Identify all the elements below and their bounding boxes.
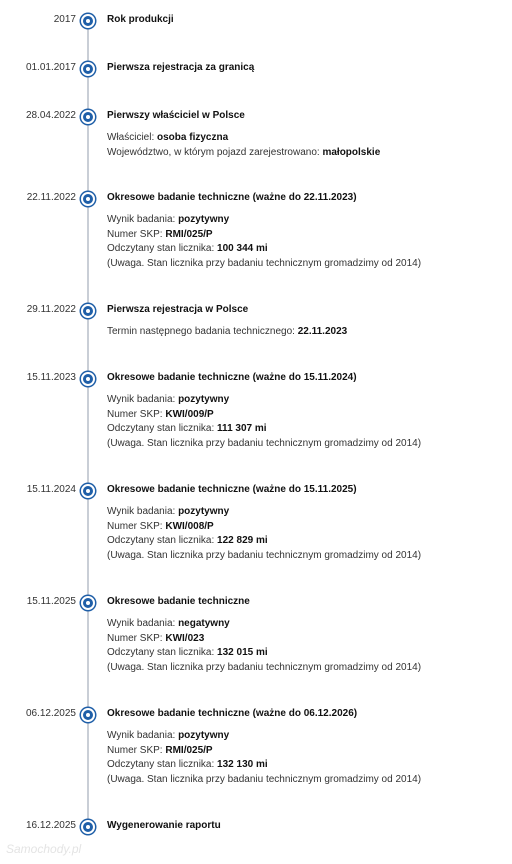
detail-value: RMI/025/P	[165, 744, 213, 756]
event-date: 15.11.2024	[26, 484, 76, 495]
detail-row	[107, 758, 421, 773]
detail-label: Numer SKP:	[107, 228, 166, 240]
detail-value: 132 015 mi	[217, 647, 268, 659]
detail-row	[107, 422, 421, 437]
timeline-dot-icon	[81, 596, 95, 610]
detail-label: (Uwaga. Stan licznika przy badaniu technicznym gromadzimy od 2014)	[107, 257, 422, 269]
event-details	[107, 505, 421, 563]
detail-row	[107, 729, 421, 744]
detail-label: Wynik badania:	[107, 506, 179, 517]
event-details	[107, 617, 421, 675]
timeline-dot-icon	[81, 14, 95, 28]
detail-label: Odczytany stan licznika:	[107, 535, 218, 547]
timeline-dot-icon	[81, 62, 95, 76]
detail-row	[107, 213, 421, 228]
detail-value: osoba fizyczna	[157, 132, 229, 143]
detail-row	[107, 520, 421, 535]
event-details	[107, 325, 347, 340]
detail-row	[107, 242, 421, 257]
timeline-dot-icon	[81, 192, 95, 206]
detail-value: 122 829 mi	[217, 535, 268, 547]
detail-label: Numer SKP:	[107, 744, 166, 756]
detail-row	[107, 228, 421, 243]
detail-label: Numer SKP:	[107, 408, 166, 420]
detail-label: (Uwaga. Stan licznika przy badaniu technicznym gromadzimy od 2014)	[107, 549, 422, 561]
detail-row	[107, 549, 421, 564]
detail-value: małopolskie	[322, 146, 381, 158]
timeline-dot-icon	[81, 820, 95, 834]
detail-value: pozytywny	[178, 394, 230, 405]
detail-row	[107, 408, 421, 423]
event-date: 29.11.2022	[26, 304, 76, 315]
detail-value: pozytywny	[178, 730, 230, 741]
event-title: Rok produkcji	[107, 14, 174, 25]
detail-value: pozytywny	[178, 214, 230, 225]
event-date: 2017	[53, 14, 76, 25]
event-title: Pierwsza rejestracja za granicą	[107, 62, 255, 73]
detail-label: (Uwaga. Stan licznika przy badaniu technicznym gromadzimy od 2014)	[107, 661, 422, 673]
event-details	[107, 393, 421, 451]
event-date: 15.11.2023	[26, 372, 76, 383]
event-title: Wygenerowanie raportu	[107, 820, 221, 831]
detail-row	[107, 646, 421, 661]
event-date: 16.12.2025	[25, 820, 76, 831]
detail-label: Wynik badania:	[107, 618, 179, 629]
detail-value: KWI/009/P	[165, 408, 214, 420]
detail-row	[107, 632, 421, 647]
event-date: 06.12.2025	[25, 708, 76, 719]
detail-label: Właściciel:	[107, 132, 158, 143]
detail-value: pozytywny	[178, 506, 230, 517]
event-title: Pierwszy właściciel w Polsce	[107, 110, 245, 121]
detail-label: (Uwaga. Stan licznika przy badaniu technicznym gromadzimy od 2014)	[107, 437, 422, 449]
detail-row	[107, 617, 421, 632]
detail-value: negatywny	[178, 618, 230, 629]
detail-value: 111 307 mi	[217, 423, 267, 435]
detail-row	[107, 773, 421, 788]
detail-row	[107, 257, 421, 272]
detail-row	[107, 744, 421, 759]
detail-value: KWI/023	[165, 632, 205, 644]
event-title: Okresowe badanie techniczne (ważne do 15.11.2025)	[107, 484, 357, 495]
detail-row	[107, 661, 421, 676]
detail-row	[107, 437, 421, 452]
detail-label: Termin następnego badania technicznego:	[107, 326, 298, 337]
event-date: 22.11.2022	[26, 192, 76, 203]
detail-value: 100 344 mi	[217, 243, 268, 255]
event-details	[107, 729, 421, 787]
detail-label: Odczytany stan licznika:	[107, 647, 218, 659]
event-details	[107, 131, 380, 160]
timeline-dot-icon	[81, 304, 95, 318]
detail-row	[107, 325, 347, 340]
detail-label: (Uwaga. Stan licznika przy badaniu technicznym gromadzimy od 2014)	[107, 773, 422, 785]
detail-label: Wynik badania:	[107, 730, 179, 741]
detail-value: RMI/025/P	[165, 228, 213, 240]
event-title: Okresowe badanie techniczne (ważne do 22.11.2023)	[107, 192, 357, 203]
watermark: Samochody.pl	[6, 842, 82, 856]
event-date: 28.04.2022	[25, 110, 76, 121]
detail-value: KWI/008/P	[165, 520, 214, 532]
timeline-dot-icon	[81, 484, 95, 498]
detail-row	[107, 393, 421, 408]
detail-row	[107, 146, 380, 161]
event-details	[107, 213, 421, 271]
event-title: Okresowe badanie techniczne	[107, 596, 250, 607]
event-title: Okresowe badanie techniczne (ważne do 15.11.2024)	[107, 372, 357, 383]
detail-label: Numer SKP:	[107, 632, 166, 644]
timeline-dot-icon	[81, 372, 95, 386]
detail-label: Odczytany stan licznika:	[107, 243, 218, 255]
detail-row	[107, 131, 380, 146]
timeline-dot-icon	[81, 708, 95, 722]
event-title: Okresowe badanie techniczne (ważne do 06.12.2026)	[107, 708, 358, 719]
event-date: 15.11.2025	[26, 596, 76, 607]
timeline-dot-icon	[81, 110, 95, 124]
event-date: 01.01.2017	[25, 62, 76, 73]
detail-label: Numer SKP:	[107, 520, 166, 532]
detail-row	[107, 505, 421, 520]
detail-value: 22.11.2023	[297, 326, 348, 337]
detail-label: Odczytany stan licznika:	[107, 423, 218, 435]
detail-label: Wynik badania:	[107, 214, 179, 225]
event-title: Pierwsza rejestracja w Polsce	[107, 304, 249, 315]
detail-label: Województwo, w którym pojazd zarejestrowano:	[107, 146, 323, 158]
detail-label: Odczytany stan licznika:	[107, 759, 218, 771]
detail-row	[107, 534, 421, 549]
detail-value: 132 130 mi	[217, 759, 268, 771]
detail-label: Wynik badania:	[107, 394, 179, 405]
